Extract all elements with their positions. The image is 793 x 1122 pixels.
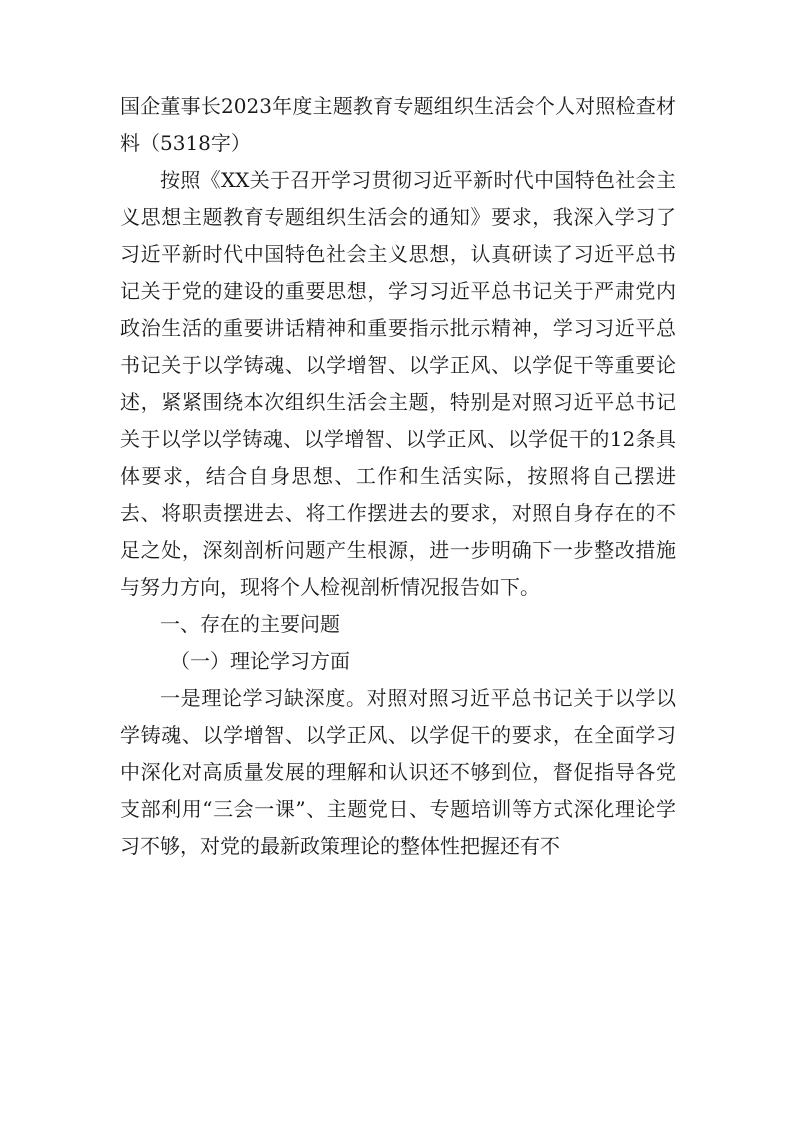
subsection-heading: （一）理论学习方面	[170, 649, 350, 673]
intro-paragraph: 按照《XX关于召开学习贯彻习近平新时代中国特色社会主义思想主题教育专题组织生活会的通知》要求，我深入学习了习近平新时代中国特色社会主义思想，认真研读了习近平总书记关于党的建设的重要思想，学习习近平总书记关于严肃党内政治生活的重要讲话精神和重要指示批示精神，学习习近平总书记关于以学铸魂、以学增智、以学正风、以学促干等重要论述，紧紧围绕本次组织生活会主题，特别是对照习近平总书记关于以学以学铸魂、以学增智、以学正风、以学促干的12条具体要求，结合自身思想、工作和生活实际，按照将自己摆进去、将职责摆进去、将工作摆进去的要求，对照自身存在的不足之处，深刻剖析问题产生根源，进一步明确下一步整改措施与努力方向，现将个人检视剖析情况报告如下。	[120, 168, 676, 599]
body-paragraph: 一是理论学习缺深度。对照对照习近平总书记关于以学以学铸魂、以学增智、以学正风、以学促干的要求，在全面学习中深化对高质量发展的理解和认识还不够到位，督促指导各党支部利用“三会一课”、主题党日、专题培训等方式深化理论学习不够，对党的最新政策理论的整体性把握还有不	[120, 686, 676, 858]
section-heading: 一、存在的主要问题	[160, 612, 340, 636]
document-body	[120, 88, 676, 865]
document-title: 国企董事长2023年度主题教育专题组织生活会个人对照检查材料（5318字）	[120, 94, 676, 155]
